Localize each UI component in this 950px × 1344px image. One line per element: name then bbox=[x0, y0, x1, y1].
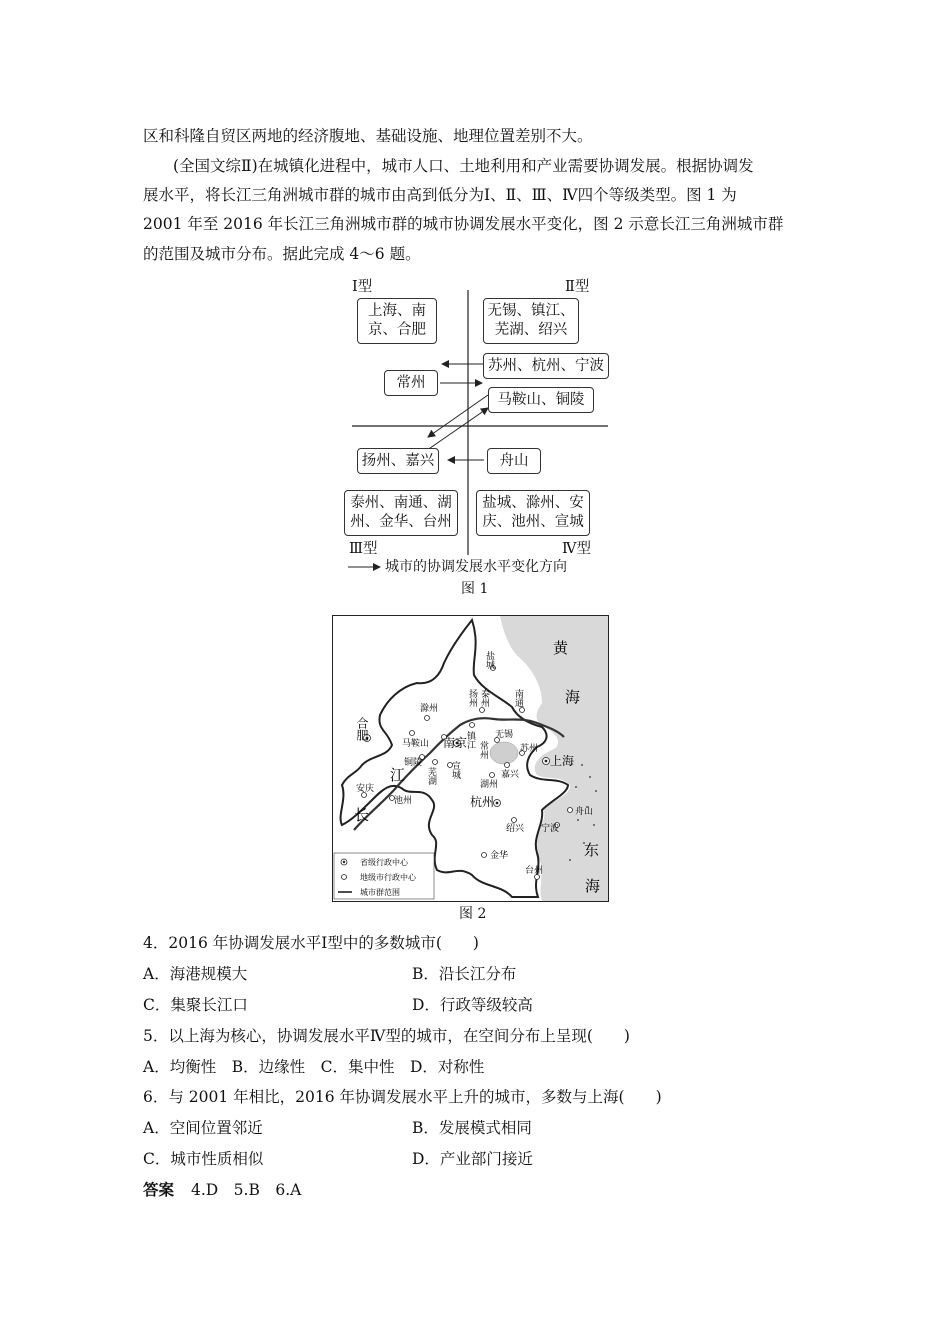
box-maanshan: 马鞍山、铜陵 bbox=[488, 387, 594, 413]
city-jiaxing: 嘉兴 bbox=[501, 770, 520, 780]
taihu-lake bbox=[490, 742, 518, 764]
q4-option-a: A．海港规模大 bbox=[143, 965, 248, 983]
type-4-label: Ⅳ型 bbox=[562, 541, 591, 557]
box-changzhou: 常州 bbox=[384, 370, 438, 396]
city-ningbo: 宁波 bbox=[541, 824, 560, 834]
q6-option-a: A．空间位置邻近 bbox=[143, 1119, 263, 1137]
city-shanghai: 上海 bbox=[550, 754, 575, 768]
city-shaoxing: 绍兴 bbox=[506, 824, 525, 834]
river-label-1: 长 bbox=[354, 806, 370, 824]
intro-line-4: 的范围及城市分布。据此完成 4～6 题。 bbox=[143, 245, 421, 263]
figure-2-map bbox=[332, 615, 609, 902]
figure-2-caption: 图 2 bbox=[459, 906, 487, 922]
map-svg bbox=[332, 615, 609, 902]
box-yangzhou: 扬州、嘉兴 bbox=[357, 448, 439, 474]
city-wuhu: 芜湖 bbox=[426, 767, 436, 785]
box-type2-line2: 芜湖、绍兴 bbox=[494, 322, 568, 338]
q4-option-d: D．行政等级较高 bbox=[412, 996, 533, 1014]
box-type3-line1: 泰州、南通、湖 bbox=[350, 495, 452, 511]
city-taizhou-s: 台州 bbox=[525, 866, 544, 876]
answer-text: 4.D 5.B 6.A bbox=[190, 1181, 302, 1199]
box-type4-line2: 庆、池州、宣城 bbox=[482, 514, 584, 530]
intro-line-0: 区和科隆自贸区两地的经济腹地、基础设施、地理位置差别不大。 bbox=[143, 127, 593, 145]
q6-option-b: B．发展模式相同 bbox=[412, 1119, 532, 1137]
question-6: 6．与 2001 年相比，2016 年协调发展水平上升的城市，多数与上海( ) bbox=[143, 1088, 662, 1106]
q5-options: A．均衡性 B．边缘性 C．集中性 D．对称性 bbox=[143, 1058, 485, 1076]
sea-yellow-2: 海 bbox=[565, 688, 581, 706]
q6-option-d: D．产业部门接近 bbox=[412, 1150, 533, 1168]
city-nantong: 南通 bbox=[513, 689, 523, 707]
arrow-maanshan bbox=[428, 395, 488, 437]
city-zhoushan: 舟山 bbox=[575, 807, 594, 817]
box-type4-cities bbox=[476, 490, 590, 536]
question-4: 4．2016 年协调发展水平Ⅰ型中的多数城市( ) bbox=[143, 934, 479, 952]
river-label-2: 江 bbox=[390, 766, 406, 784]
intro-line-1: (全国文综Ⅱ)在城镇化进程中，城市人口、土地利用和产业需要协调发展。根据协调发 bbox=[173, 157, 754, 175]
city-tongling: 铜陵 bbox=[404, 758, 423, 768]
sea-east-1: 东 bbox=[584, 841, 600, 859]
q6-option-c: C．城市性质相似 bbox=[143, 1150, 264, 1168]
city-changzhou: 常州 bbox=[478, 741, 488, 759]
city-zhenjiang: 镇江 bbox=[465, 731, 475, 749]
box-type1-cities bbox=[357, 298, 437, 344]
legend-boundary-label: 城市群范围 bbox=[360, 888, 400, 897]
legend-provincial-label: 省级行政中心 bbox=[360, 858, 408, 867]
type-3-label: Ⅲ型 bbox=[349, 541, 378, 557]
figure-1-legend: 城市的协调发展水平变化方向 bbox=[385, 559, 567, 575]
box-type2-line1: 无锡、镇江、 bbox=[487, 303, 575, 319]
city-suzhou: 苏州 bbox=[520, 744, 539, 754]
city-maanshan: 马鞍山 bbox=[402, 739, 430, 749]
box-type1-line2: 京、合肥 bbox=[368, 322, 426, 338]
box-type2-cities bbox=[483, 298, 579, 344]
box-zhoushan: 舟山 bbox=[487, 448, 541, 474]
box-suzhou: 苏州、杭州、宁波 bbox=[483, 353, 609, 379]
city-yangzhou: 扬州 bbox=[467, 689, 477, 707]
city-chizhou: 池州 bbox=[394, 796, 413, 806]
sea-east-2: 海 bbox=[585, 877, 601, 895]
city-yancheng: 盐城 bbox=[484, 651, 494, 669]
legend-prefecture-label: 地级市行政中心 bbox=[360, 873, 416, 882]
intro-line-2: 展水平，将长江三角洲城市群的城市由高到低分为Ⅰ、Ⅱ、Ⅲ、Ⅳ四个等级类型。图 1 为 bbox=[143, 186, 737, 204]
sea-yellow-1: 黄 bbox=[553, 639, 569, 657]
q4-option-b: B．沿长江分布 bbox=[412, 965, 517, 983]
city-nanjing: 南京 bbox=[443, 736, 468, 750]
city-hangzhou: 杭州 bbox=[470, 795, 495, 809]
type-2-label: Ⅱ型 bbox=[565, 279, 590, 295]
figure-1-caption: 图 1 bbox=[461, 581, 489, 597]
city-chuzhou: 滁州 bbox=[420, 704, 439, 714]
intro-line-3: 2001 年至 2016 年长江三角洲城市群的城市协调发展水平变化，图 2 示意长江三角洲城市群 bbox=[143, 215, 784, 233]
type-1-label: Ⅰ型 bbox=[352, 279, 373, 295]
city-wuxi: 无锡 bbox=[495, 730, 514, 740]
city-huzhou: 湖州 bbox=[480, 780, 499, 790]
city-hefei: 合肥 bbox=[355, 717, 369, 741]
city-xuancheng: 宣城 bbox=[450, 761, 460, 779]
box-type3-line2: 州、金华、台州 bbox=[350, 514, 452, 530]
box-type1-line1: 上海、南 bbox=[368, 303, 426, 319]
box-type3-cities bbox=[344, 490, 458, 536]
answer-label: 答案 bbox=[143, 1180, 175, 1199]
q4-option-c: C．集聚长江口 bbox=[143, 996, 248, 1014]
box-type4-line1: 盐城、滁州、安 bbox=[482, 495, 584, 511]
city-jinhua: 金华 bbox=[490, 851, 509, 861]
city-anqing: 安庆 bbox=[356, 784, 375, 794]
city-taizhou-n: 泰州 bbox=[479, 689, 489, 707]
question-5: 5．以上海为核心，协调发展水平Ⅳ型的城市，在空间分布上呈现( ) bbox=[143, 1027, 630, 1045]
answer-line bbox=[143, 1180, 301, 1200]
